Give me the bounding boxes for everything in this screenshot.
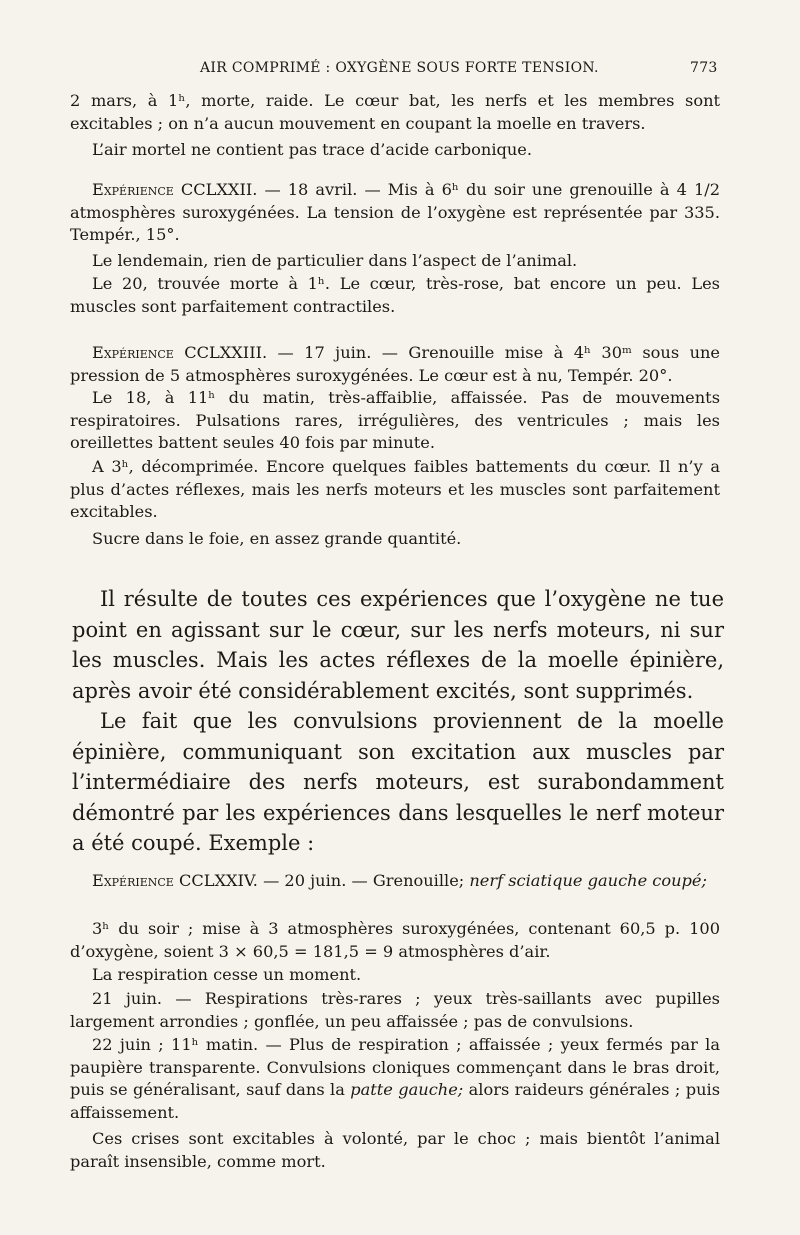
paragraph-text-after: alors raideurs générales ; puis affaissement. (70, 1080, 720, 1122)
header-title: AIR COMPRIMÉ : OXYGÈNE SOUS FORTE TENSION. (200, 60, 599, 76)
experiment-italic: nerf sciatique gauche coupé; (469, 871, 707, 890)
experiment-paragraph (70, 870, 720, 893)
paragraph: 2 mars, à 1ʰ, morte, raide. Le cœur bat, les nerfs et les membres sont excitables ; on n’a aucun mouvement en coupant la moelle en travers. (70, 91, 720, 133)
experiment-text: CCLXXIV. — 20 juin. — Grenouille; (173, 871, 470, 890)
paragraph: La respiration cesse un moment. (92, 965, 362, 984)
paragraph: Le 20, trouvée morte à 1ʰ. Le cœur, très-rose, bat encore un peu. Les muscles sont parfaitement contractiles. (70, 274, 720, 316)
main-paragraph: Le fait que les convulsions proviennent de la moelle épinière, communiquant son excitation aux muscles par l’intermédiaire des nerfs moteurs, est surabondamment démontré par les expériences dans lesquelles le nerf moteur a été coupé. Exemple : (72, 709, 724, 855)
experiment-text: CCLXXIII. — 17 juin. — Grenouille mise à 4ʰ 30ᵐ sous une pression de 5 atmosphères suroxygénées. Le cœur est à nu, Tempér. 20°. (70, 343, 720, 385)
paragraph: Sucre dans le foie, en assez grande quantité. (92, 529, 462, 548)
experiment-label: Expérience (92, 180, 174, 199)
paragraph: L’air mortel ne contient pas trace d’acide carbonique. (92, 140, 533, 159)
experiment-label: Expérience (92, 343, 174, 362)
paragraph (70, 1034, 720, 1124)
paragraph: Le lendemain, rien de particulier dans l’aspect de l’animal. (92, 251, 578, 270)
paragraph-italic: patte gauche; (350, 1080, 464, 1099)
paragraph: Ces crises sont excitables à volonté, par le choc ; mais bientôt l’animal paraît insensible, comme mort. (70, 1129, 720, 1171)
experiment-paragraph (70, 342, 720, 387)
experiment-text: CCLXXII. — 18 avril. — Mis à 6ʰ du soir une grenouille à 4 1/2 atmosphères suroxygénées. La tension de l’oxygène est représentée par 335. Tempér., 15°. (70, 180, 720, 244)
page-number: 773 (690, 60, 718, 76)
experiment-label: Expérience (92, 871, 174, 890)
paragraph: A 3ʰ, décomprimée. Encore quelques faibles battements du cœur. Il n’y a plus d’actes réflexes, mais les nerfs moteurs et les muscles sont parfaitement excitables. (70, 457, 720, 521)
paragraph-text: 22 juin ; 11ʰ matin. — Plus de respiration ; affaissée ; yeux fermés par la paupière transparente. Convulsions cloniques commençant dans le bras droit, puis se généralisant, sauf dans la (70, 1035, 720, 1099)
paragraph: 3ʰ du soir ; mise à 3 atmosphères suroxygénées, contenant 60,5 p. 100 d’oxygène, soient 3 × 60,5 = 181,5 = 9 atmosphères d’air. (70, 919, 720, 961)
running-header (0, 60, 800, 82)
paragraph: 21 juin. — Respirations très-rares ; yeux très-saillants avec pupilles largement arrondies ; gonflée, un peu affaissée ; pas de convulsions. (70, 989, 720, 1031)
experiment-paragraph (70, 179, 720, 247)
main-paragraph: Il résulte de toutes ces expériences que l’oxygène ne tue point en agissant sur le cœur, sur les nerfs moteurs, ni sur les muscles. Mais les actes réflexes de la moelle épinière, après avoir été considérablement excités, sont supprimés. (72, 587, 724, 703)
paragraph: Le 18, à 11ʰ du matin, très-affaiblie, affaissée. Pas de mouvements respiratoires. Pulsations rares, irrégulières, des ventricules ; mais les oreillettes battent seules 40 fois par minute. (70, 388, 720, 452)
